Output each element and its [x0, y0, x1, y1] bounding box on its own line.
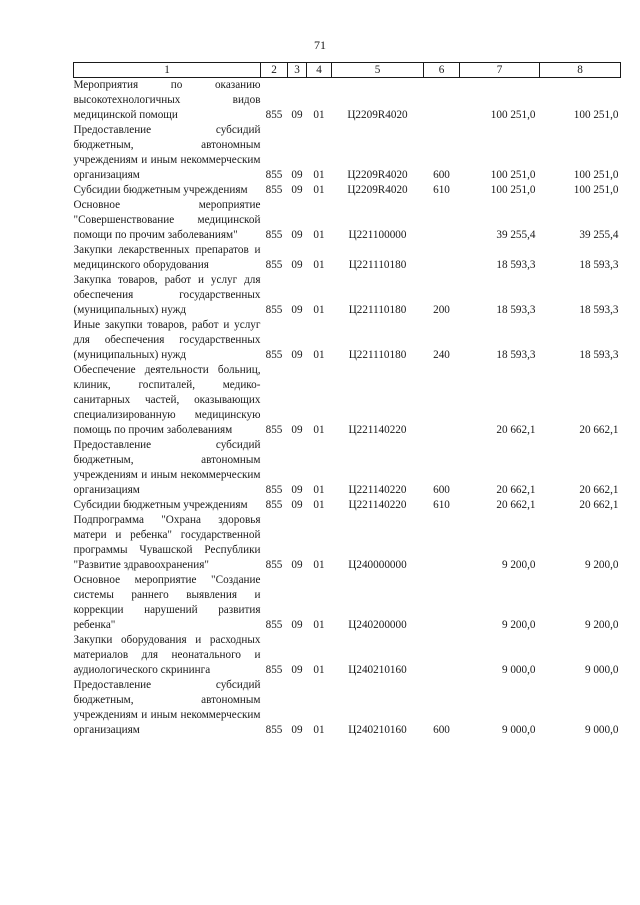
row-amount-2: 18 593,3: [579, 349, 619, 361]
row-target-article: Ц240200000: [348, 619, 407, 631]
row-min: 855: [265, 259, 283, 271]
table-row: [74, 123, 621, 183]
row-min: 855: [265, 229, 283, 241]
row-min: 855: [265, 484, 283, 496]
row-min: 855: [265, 109, 283, 121]
row-amount-1: 9 200,0: [501, 619, 536, 631]
row-section: 09: [291, 169, 303, 181]
row-amount-1: 18 593,3: [496, 259, 536, 271]
row-amount-2: 20 662,1: [579, 499, 619, 511]
row-amount-2: 9 200,0: [584, 559, 619, 571]
table-row: [74, 633, 621, 678]
row-expense-type: [424, 78, 460, 124]
row-amount-1: 20 662,1: [496, 424, 536, 436]
row-min: 855: [265, 499, 283, 511]
row-section: 09: [291, 229, 303, 241]
row-expense-type: [424, 363, 460, 438]
row-name: Мероприятия по оказанию высокотехнологичных видов медицинской помощи: [73, 79, 261, 121]
table-header: [74, 63, 621, 78]
header-col-6: 6: [424, 63, 460, 78]
row-name: Предоставление субсидий бюджетным, автономным учреждениям и иным некоммерческим организациям: [73, 124, 261, 181]
page-number: 71: [314, 38, 326, 52]
table-row: [74, 438, 621, 498]
row-name: Субсидии бюджетным учреждениям: [73, 184, 248, 196]
table-row: [74, 678, 621, 738]
row-name: Закупки оборудования и расходных материалов для неонатального и аудиологического скрининга: [73, 634, 261, 676]
row-name: Основное мероприятие "Создание системы раннего выявления и коррекции нарушений развития ребенка": [73, 574, 261, 631]
table-row: [74, 198, 621, 243]
row-target-article: Ц221140220: [348, 484, 407, 496]
row-amount-2: 100 251,0: [573, 184, 619, 196]
row-section: 09: [291, 484, 303, 496]
row-min: 855: [265, 169, 283, 181]
row-amount-2: 9 000,0: [584, 724, 619, 736]
row-min: 855: [265, 664, 283, 676]
row-expense-type: 610: [433, 184, 450, 196]
row-min: 855: [265, 349, 283, 361]
row-expense-type: [424, 243, 460, 273]
header-col-2: 2: [261, 63, 288, 78]
row-amount-2: 100 251,0: [573, 169, 619, 181]
table-row: [74, 183, 621, 198]
row-section: 09: [291, 304, 303, 316]
row-amount-1: 18 593,3: [496, 304, 536, 316]
row-amount-1: 100 251,0: [490, 169, 536, 181]
row-name: Обеспечение деятельности больниц, клиник, госпиталей, медико-санитарных частей, оказывающих специализированную медицинскую помощь по прочим заболеваниям: [73, 364, 261, 436]
row-section: 09: [291, 259, 303, 271]
row-subsection: 01: [313, 619, 325, 631]
row-amount-1: 18 593,3: [496, 349, 536, 361]
row-subsection: 01: [313, 304, 325, 316]
row-expense-type: 200: [433, 304, 450, 316]
row-amount-2: 39 255,4: [579, 229, 619, 241]
row-min: 855: [265, 304, 283, 316]
row-name: Субсидии бюджетным учреждениям: [73, 499, 248, 511]
header-col-7: 7: [460, 63, 540, 78]
header-col-1: 1: [74, 63, 261, 78]
row-name: Закупки лекарственных препаратов и медицинского оборудования: [73, 244, 261, 271]
row-amount-1: 100 251,0: [490, 184, 536, 196]
row-expense-type: 600: [433, 484, 450, 496]
row-amount-1: 9 200,0: [501, 559, 536, 571]
row-subsection: 01: [313, 484, 325, 496]
row-amount-2: 18 593,3: [579, 304, 619, 316]
row-amount-2: 9 000,0: [584, 664, 619, 676]
row-amount-2: 18 593,3: [579, 259, 619, 271]
row-expense-type: [424, 573, 460, 633]
header-col-8: 8: [540, 63, 621, 78]
row-target-article: Ц240000000: [348, 559, 407, 571]
row-min: 855: [265, 559, 283, 571]
row-name: Основное мероприятие "Совершенствование медицинской помощи по прочим заболеваниям": [73, 199, 261, 241]
table-row: [74, 78, 621, 124]
row-section: 09: [291, 349, 303, 361]
row-subsection: 01: [313, 724, 325, 736]
row-amount-1: 9 000,0: [501, 664, 536, 676]
table-row: [74, 318, 621, 363]
row-min: 855: [265, 619, 283, 631]
row-subsection: 01: [313, 169, 325, 181]
row-amount-2: 20 662,1: [579, 424, 619, 436]
row-subsection: 01: [313, 424, 325, 436]
row-expense-type: [424, 633, 460, 678]
row-subsection: 01: [313, 499, 325, 511]
row-name: Предоставление субсидий бюджетным, автономным учреждениям и иным некоммерческим организациям: [73, 679, 261, 736]
row-expense-type: [424, 513, 460, 573]
row-section: 09: [291, 559, 303, 571]
table-row: [74, 573, 621, 633]
row-subsection: 01: [313, 229, 325, 241]
header-col-5: 5: [332, 63, 424, 78]
row-section: 09: [291, 619, 303, 631]
table-row: [74, 273, 621, 318]
row-section: 09: [291, 109, 303, 121]
row-expense-type: [424, 198, 460, 243]
budget-table: [73, 62, 621, 738]
row-target-article: Ц221100000: [348, 229, 407, 241]
row-amount-2: 20 662,1: [579, 484, 619, 496]
row-amount-1: 20 662,1: [496, 484, 536, 496]
row-name: Закупка товаров, работ и услуг для обеспечения государственных (муниципальных) нужд: [73, 274, 261, 316]
row-section: 09: [291, 424, 303, 436]
row-subsection: 01: [313, 664, 325, 676]
row-subsection: 01: [313, 184, 325, 196]
row-target-article: Ц221110180: [348, 259, 407, 271]
row-target-article: Ц240210160: [348, 724, 407, 736]
row-section: 09: [291, 184, 303, 196]
table-row: [74, 498, 621, 513]
table-row: [74, 513, 621, 573]
row-min: 855: [265, 724, 283, 736]
table-row: [74, 363, 621, 438]
row-target-article: Ц221110180: [348, 304, 407, 316]
header-col-4: 4: [307, 63, 332, 78]
row-amount-1: 100 251,0: [490, 109, 536, 121]
row-section: 09: [291, 499, 303, 511]
row-name: Предоставление субсидий бюджетным, автономным учреждениям и иным некоммерческим организациям: [73, 439, 261, 496]
row-target-article: Ц2209R4020: [347, 109, 408, 121]
row-target-article: Ц2209R4020: [347, 169, 408, 181]
row-name: Иные закупки товаров, работ и услуг для обеспечения государственных (муниципальных) нужд: [73, 319, 261, 361]
row-subsection: 01: [313, 349, 325, 361]
row-expense-type: 240: [433, 349, 450, 361]
row-amount-1: 20 662,1: [496, 499, 536, 511]
row-target-article: Ц221110180: [348, 349, 407, 361]
header-col-3: 3: [288, 63, 307, 78]
row-section: 09: [291, 664, 303, 676]
row-target-article: Ц221140220: [348, 499, 407, 511]
row-subsection: 01: [313, 109, 325, 121]
row-expense-type: 610: [433, 499, 450, 511]
row-name: Подпрограмма "Охрана здоровья матери и ребенка" государственной программы Чувашской Республики "Развитие здравоохранения": [73, 514, 261, 571]
row-target-article: Ц221140220: [348, 424, 407, 436]
table-row: [74, 243, 621, 273]
row-expense-type: 600: [433, 724, 450, 736]
row-min: 855: [265, 184, 283, 196]
row-section: 09: [291, 724, 303, 736]
row-amount-1: 39 255,4: [496, 229, 536, 241]
header-row: [74, 63, 621, 78]
row-amount-2: 9 200,0: [584, 619, 619, 631]
row-target-article: Ц240210160: [348, 664, 407, 676]
row-amount-2: 100 251,0: [573, 109, 619, 121]
row-min: 855: [265, 424, 283, 436]
row-subsection: 01: [313, 259, 325, 271]
row-subsection: 01: [313, 559, 325, 571]
row-amount-1: 9 000,0: [501, 724, 536, 736]
table-body: [74, 78, 621, 739]
row-expense-type: 600: [433, 169, 450, 181]
row-target-article: Ц2209R4020: [347, 184, 408, 196]
